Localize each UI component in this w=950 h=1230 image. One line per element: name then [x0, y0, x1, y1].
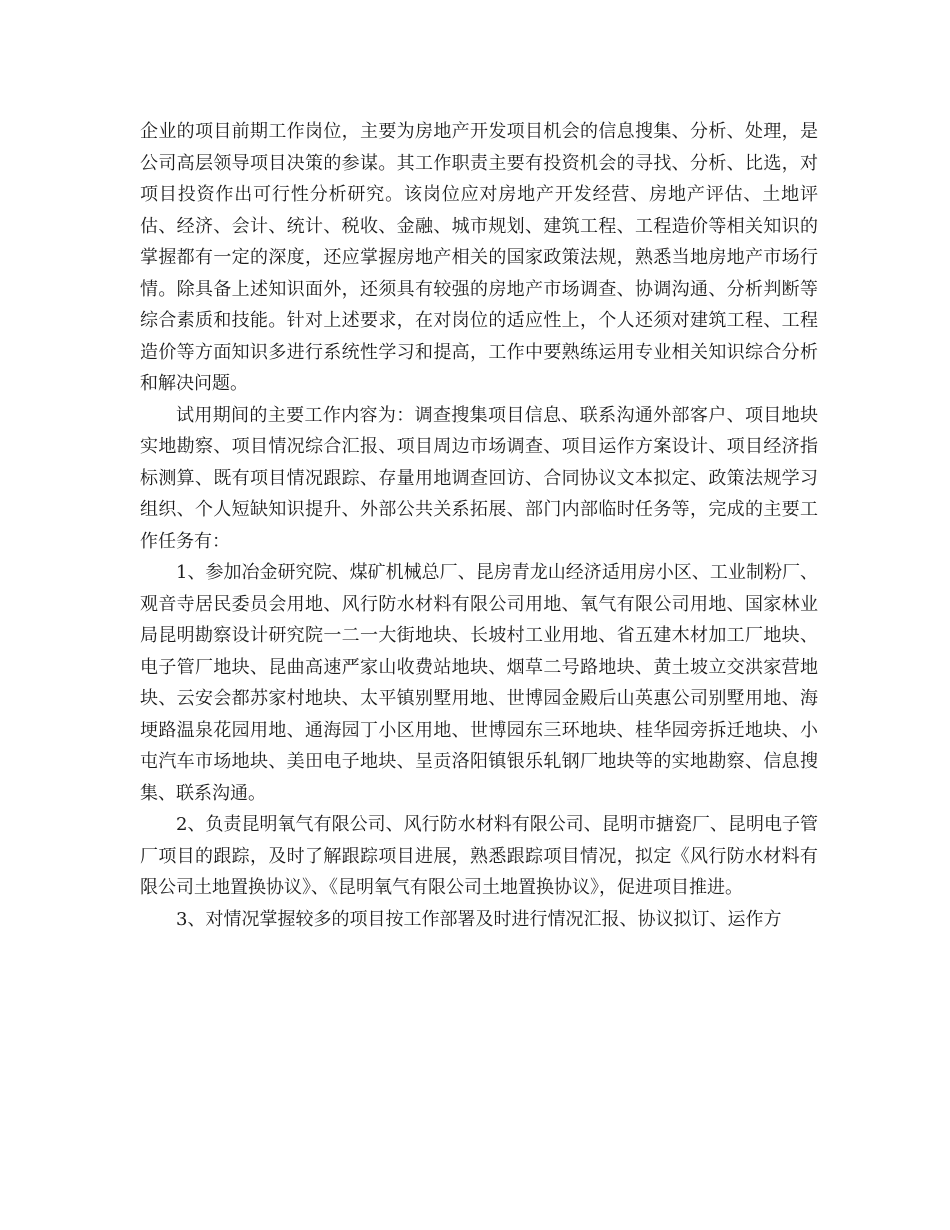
- paragraph-item-1: 1、参加冶金研究院、煤矿机械总厂、昆房青龙山经济适用房小区、工业制粉厂、观音寺居民委员会用地、风行防水材料有限公司用地、氧气有限公司用地、国家林业局昆明勘察设计研究院一二一大街地块、长坡村工业用地、省五建木材加工厂地块、电子管厂地块、昆曲高速严家山收费站地块、烟草二号路地块、黄土坡立交洪家营地块、云安会都苏家村地块、太平镇别墅用地、世博园金殿后山英惠公司别墅用地、海埂路温泉花园用地、通海园丁小区用地、世博园东三环地块、桂华园旁拆迁地块、小屯汽车市场地块、美田电子地块、呈贡洛阳镇银乐轧钢厂地块等的实地勘察、信息搜集、联系沟通。: [140, 562, 818, 804]
- document-body: [140, 116, 818, 935]
- paragraph-item-3: 3、对情况掌握较多的项目按工作部署及时进行情况汇报、协议拟订、运作方: [176, 908, 782, 930]
- paragraph-item-2: 2、负责昆明氧气有限公司、风行防水材料有限公司、昆明市搪瓷厂、昆明电子管厂项目的跟踪，及时了解跟踪项目进展，熟悉跟踪项目情况，拟定《风行防水材料有限公司土地置换协议》、《昆明氧气有限公司土地置换协议》，促进项目推进。: [140, 814, 818, 898]
- paragraph-intro: 企业的项目前期工作岗位，主要为房地产开发项目机会的信息搜集、分析、处理，是公司高层领导项目决策的参谋。其工作职责主要有投资机会的寻找、分析、比选，对项目投资作出可行性分析研究。该岗位应对房地产开发经营、房地产评估、土地评估、经济、会计、统计、税收、金融、城市规划、建筑工程、工程造价等相关知识的掌握都有一定的深度，还应掌握房地产相关的国家政策法规，熟悉当地房地产市场行情。除具备上述知识面外，还须具有较强的房地产市场调查、协调沟通、分析判断等综合素质和技能。针对上述要求，在对岗位的适应性上，个人还须对建筑工程、工程造价等方面知识多进行系统性学习和提高，工作中要熟练运用专业相关知识综合分析和解决问题。: [140, 121, 818, 394]
- paragraph-work-content: 试用期间的主要工作内容为：调查搜集项目信息、联系沟通外部客户、项目地块实地勘察、项目情况综合汇报、项目周边市场调查、项目运作方案设计、项目经济指标测算、既有项目情况跟踪、存量用地调查回访、合同协议文本拟定、政策法规学习组织、个人短缺知识提升、外部公共关系拓展、部门内部临时任务等，完成的主要工作任务有：: [140, 404, 818, 552]
